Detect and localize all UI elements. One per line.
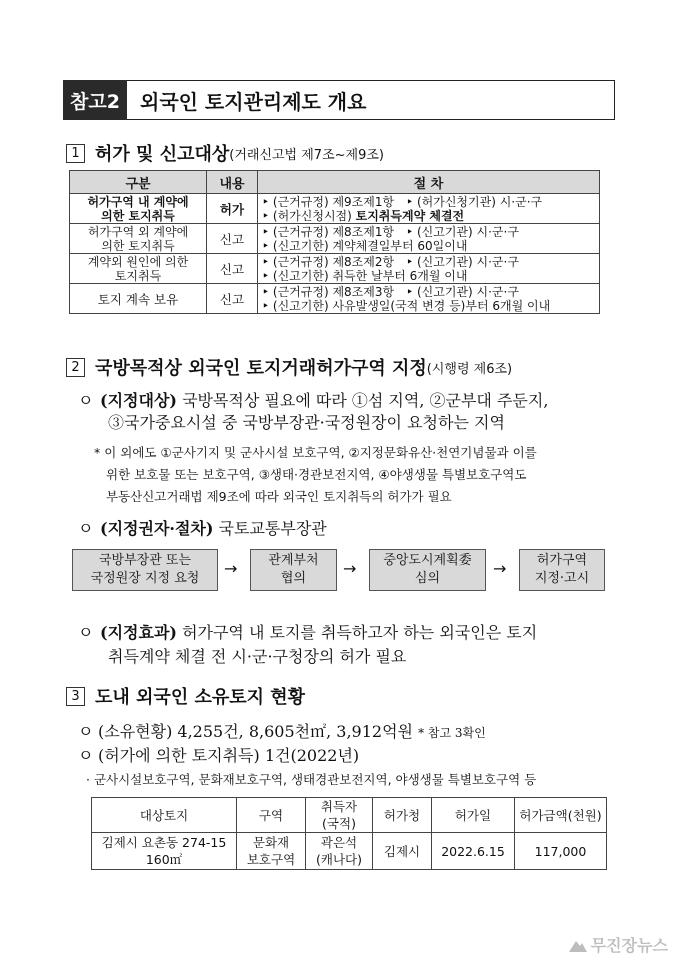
cell-buyer-line2: (캐나다): [316, 852, 362, 867]
cell-date: 2022.6.15: [432, 833, 515, 870]
section3-number: 3: [66, 687, 85, 706]
item3-bullet: ㅇ: [78, 623, 94, 642]
row-kind: 토지 계속 보유: [70, 284, 207, 314]
item2-text: 국토교통부장관: [218, 519, 327, 538]
header-date: 허가일: [432, 798, 515, 833]
header-amount: 허가금액(천원): [515, 798, 607, 833]
item1-text: 국방목적상 필요에 따라 ①섬 지역, ②군부대 주둔지,: [182, 391, 549, 410]
flow-step-line1: 허가구역: [536, 553, 588, 568]
cell-amount: 117,000: [515, 833, 607, 870]
header-type: 내용: [207, 171, 258, 194]
watermark-text: 무진장뉴스: [590, 936, 668, 955]
row-procedure: [258, 224, 600, 254]
cell-zone-line2: 보호구역: [246, 852, 296, 867]
note-line3: 부동산신고거래법 제9조에 따라 외국인 토지취득의 허가가 필요: [106, 489, 452, 504]
row-procedure-line1: ‣ (근거규정) 제8조제3항 ‣ (신고기관) 시·군·구: [262, 284, 519, 299]
zone-note: · 군사시설보호구역, 문화재보호구역, 생태경관보전지역, 야생생물 특별보호구역 등: [86, 772, 537, 787]
section1-title: 허가 및 신고대상: [95, 144, 230, 165]
item3-text: 허가구역 내 토지를 취득하고자 하는 외국인은 토지: [182, 623, 538, 642]
row-procedure-line1: ‣ (근거규정) 제8조제2항 ‣ (신고기관) 시·군·구: [262, 254, 519, 269]
flow-step-line2: 협의: [280, 571, 307, 586]
header-kind: 구분: [70, 171, 207, 194]
holding-note: * 참고 3확인: [418, 726, 486, 740]
row-procedure-text: ‣ (허가신청시점): [262, 208, 356, 223]
header-buyer: [306, 798, 373, 833]
item3-line1: [100, 620, 620, 645]
row-procedure-line1: ‣ (근거규정) 제9조제1항 ‣ (허가신청기관) 시·군·구: [262, 194, 543, 209]
row-type: 허가: [207, 194, 258, 224]
flow-step-consult: [250, 549, 337, 591]
cell-land-line2: 160㎡: [145, 852, 183, 867]
header-buyer-line2: (국적): [322, 816, 356, 831]
row-kind-line1: 계약외 원인에 의한: [87, 254, 189, 269]
permit-bullet: ㅇ: [78, 746, 94, 765]
section2-subtext: (시행령 제6조): [426, 361, 513, 377]
flow-step-line1: 중앙도시계획委: [383, 553, 472, 568]
row-procedure-line2: [262, 209, 595, 223]
section2-heading: [66, 354, 512, 380]
cell-zone: [237, 833, 306, 870]
row-kind-line1: 허가구역 외 계약에: [87, 224, 189, 239]
permit-table: [91, 797, 607, 870]
cell-buyer: [306, 833, 373, 870]
cell-land-line1: 김제시 요촌동 274-15: [101, 835, 227, 850]
row-kind-line2: 의한 토지취득: [101, 208, 175, 223]
row-procedure-emphasis: 토지취득계약 체결전: [355, 208, 465, 223]
row-procedure-line2: ‣ (신고기한) 계약체결일부터 60일이내: [262, 238, 468, 253]
row-type: 신고: [207, 224, 258, 254]
flow-step-review: [369, 549, 486, 591]
header-buyer-line1: 취득자: [320, 799, 358, 814]
header-zone: 구역: [237, 798, 306, 833]
header-land: 대상토지: [92, 798, 237, 833]
item2-line: [100, 516, 327, 541]
row-kind: [70, 194, 207, 224]
row-type: 신고: [207, 254, 258, 284]
row-procedure: [258, 194, 600, 224]
section1-number: 1: [66, 144, 85, 163]
watermark: [569, 933, 668, 956]
section3-title: 도내 외국인 소유토지 현황: [95, 687, 306, 708]
table-header-row: [70, 171, 600, 194]
title-tag: 참고2: [63, 80, 127, 120]
mountain-logo-icon: [569, 938, 587, 952]
item2-bullet: ㅇ: [78, 519, 94, 538]
note-line1: * 이 외에도 ①군사기지 및 군사시설 보호구역, ②지정문화유산·천연기념물과 이를: [94, 445, 537, 460]
flow-step-line2: 국정원장 지정 요청: [90, 571, 200, 586]
row-kind-line1: 허가구역 내 계약에: [87, 194, 189, 209]
item3-line2: 취득계약 체결 전 시·군·구청장의 허가 필요: [108, 647, 407, 666]
holding-line: [98, 719, 486, 746]
item1-bullet: ㅇ: [78, 391, 94, 410]
table-row: [70, 254, 600, 284]
section3-heading: [66, 683, 305, 709]
cell-zone-line1: 문화재: [252, 835, 290, 850]
row-type: 신고: [207, 284, 258, 314]
cell-office: 김제시: [373, 833, 432, 870]
flow-step-request: [72, 549, 218, 591]
section2-number: 2: [66, 358, 85, 377]
section1-heading: [66, 140, 384, 166]
table-header-row: [92, 798, 607, 833]
table-row: [70, 224, 600, 254]
holding-bullet: ㅇ: [78, 722, 94, 741]
flow-step-line1: 관계부처: [268, 553, 319, 568]
flow-step-line1: 국방부장관 또는: [98, 553, 192, 568]
header-office: 허가청: [373, 798, 432, 833]
flow-step-line2: 지정·고시: [534, 571, 590, 586]
cell-buyer-line1: 곽은석: [320, 835, 358, 850]
item1-label: (지정대상): [100, 391, 177, 410]
item3-label: (지정효과): [100, 623, 177, 642]
row-kind: [70, 254, 207, 284]
permit-line: (허가에 의한 토지취득) 1건(2022년): [98, 746, 360, 765]
flow-step-designate: [519, 549, 605, 591]
flow-arrow-icon: →: [224, 559, 238, 578]
row-kind-line2: 의한 토지취득: [101, 238, 175, 253]
row-procedure-line2: ‣ (신고기한) 사유발생일(국적 변경 등)부터 6개월 이내: [262, 298, 551, 313]
row-procedure: [258, 254, 600, 284]
row-procedure-line1: ‣ (근거규정) 제8조제1항 ‣ (신고기관) 시·군·구: [262, 224, 519, 239]
row-procedure-line2: ‣ (신고기한) 취득한 날부터 6개월 이내: [262, 268, 468, 283]
flow-arrow-icon: →: [343, 559, 357, 578]
item2-label: (지정권자·절차): [100, 519, 214, 538]
section1-subtext: (거래신고법 제7조~제9조): [229, 147, 384, 163]
procedure-table: [69, 170, 600, 314]
table-row: [70, 194, 600, 224]
note-line2: 위한 보호물 또는 보호구역, ③생태·경관보전지역, ④야생생물 특별보호구역도: [106, 467, 527, 482]
cell-land: [92, 833, 237, 870]
row-kind-line2: 토지취득: [114, 268, 162, 283]
section2-title: 국방목적상 외국인 토지거래허가구역 지정: [95, 358, 427, 379]
table-row: [92, 833, 607, 870]
row-kind: [70, 224, 207, 254]
header-procedure: 절 차: [258, 171, 600, 194]
page-title: 외국인 토지관리제도 개요: [140, 89, 367, 114]
item1-line2: ③국가중요시설 중 국방부장관·국정원장이 요청하는 지역: [108, 413, 505, 432]
flow-step-line2: 심의: [414, 571, 441, 586]
holding-text: (소유현황) 4,255건, 8,605천㎡, 3,912억원: [98, 722, 413, 741]
flow-arrow-icon: →: [493, 559, 507, 578]
row-procedure: [258, 284, 600, 314]
table-row: [70, 284, 600, 314]
